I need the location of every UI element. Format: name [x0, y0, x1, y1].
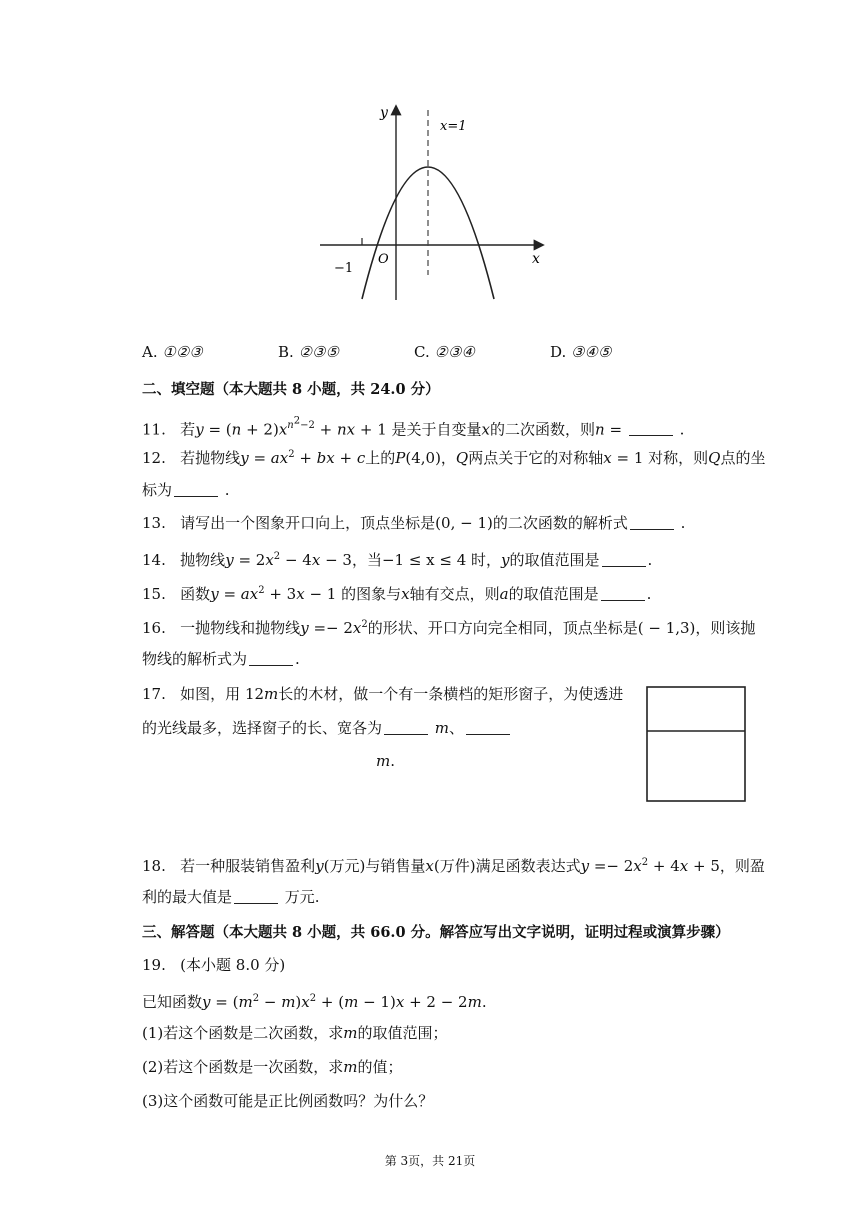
page-footer: 第 3页，共 21页 [384, 1154, 476, 1168]
question-19-header: 19. (本小题 8.0 分) [142, 956, 286, 974]
question-17-unit: m. [376, 752, 396, 770]
question-19-intro: 已知函数$y = (m^2 - m)x^2 + (m - 1)x + 2 - 2m$. [142, 993, 487, 1011]
window-frame [647, 687, 745, 801]
option-c: C. ②③④ [414, 343, 475, 361]
y-axis-label: y [380, 105, 388, 121]
question-12: 12. 若抛物线$y = ax^2$ + bx + c上的P(4,0)，Q两点关于它的对称轴x = 1 对称，则Q点的坐 [142, 449, 766, 467]
window-figure [645, 685, 749, 805]
option-a: A. ①②③ [142, 343, 203, 361]
parabola-graph [310, 95, 550, 310]
question-18-cont: 利的最大值是 万元. [142, 888, 320, 906]
option-d: D. ③④⑤ [550, 343, 612, 361]
question-11: 11. 若$y = (n + 2)x^{n^2-2}$ + nx + 1 是关于自变量x的二次函数，则n = . [142, 416, 685, 439]
question-16: 16. 一抛物线和抛物线$y =- 2x^2$的形状、开口方向完全相同，顶点坐标是( − 1,3)，则该抛 [142, 619, 756, 637]
option-b: B. ②③⑤ [278, 343, 339, 361]
neg-one-label: −1 [334, 261, 354, 276]
question-19-part-1: (1)若这个函数是二次函数，求m的取值范围； [142, 1024, 448, 1042]
question-15: 15. 函数$y = ax^2 + 3x - 1$ 的图象与x轴有交点，则a的取值范围是 . [142, 585, 652, 603]
question-14: 14. 抛物线$y = 2x^2 - 4x - 3$，当−1 ≤ x ≤ 4 时，y的取值范围是 . [142, 551, 653, 569]
question-17: 17. 如图，用 12m长的木材，做一个有一条横档的矩形窗子，为使透进 [142, 685, 624, 703]
question-17-cont: 的光线最多，选择窗子的长、宽各为 m、 [142, 718, 512, 738]
question-13: 13. 请写出一个图象开口向上，顶点坐标是(0, − 1)的二次函数的解析式 . [142, 514, 686, 532]
symmetry-axis-label: x=1 [440, 119, 467, 134]
question-19-part-3: (3)这个函数可能是正比例函数吗？为什么？ [142, 1092, 434, 1110]
question-18: 18. 若一种服装销售盈利y(万元)与销售量x(万件)满足函数表达式$y =- 2x^2 + 4x + 5$，则盈 [142, 857, 765, 875]
question-16-cont: 物线的解析式为 . [142, 650, 300, 668]
origin-label: O [378, 252, 389, 267]
section-2-title: 二、填空题（本大题共 8 小题，共 24.0 分） [142, 381, 440, 398]
question-19-part-2: (2)若这个函数是一次函数，求m的值； [142, 1058, 403, 1076]
section-3-title: 三、解答题（本大题共 8 小题，共 66.0 分。解答应写出文字说明，证明过程或演算步骤） [142, 924, 730, 941]
question-12-cont: 标为 . [142, 481, 230, 499]
x-axis-label: x [532, 251, 540, 267]
